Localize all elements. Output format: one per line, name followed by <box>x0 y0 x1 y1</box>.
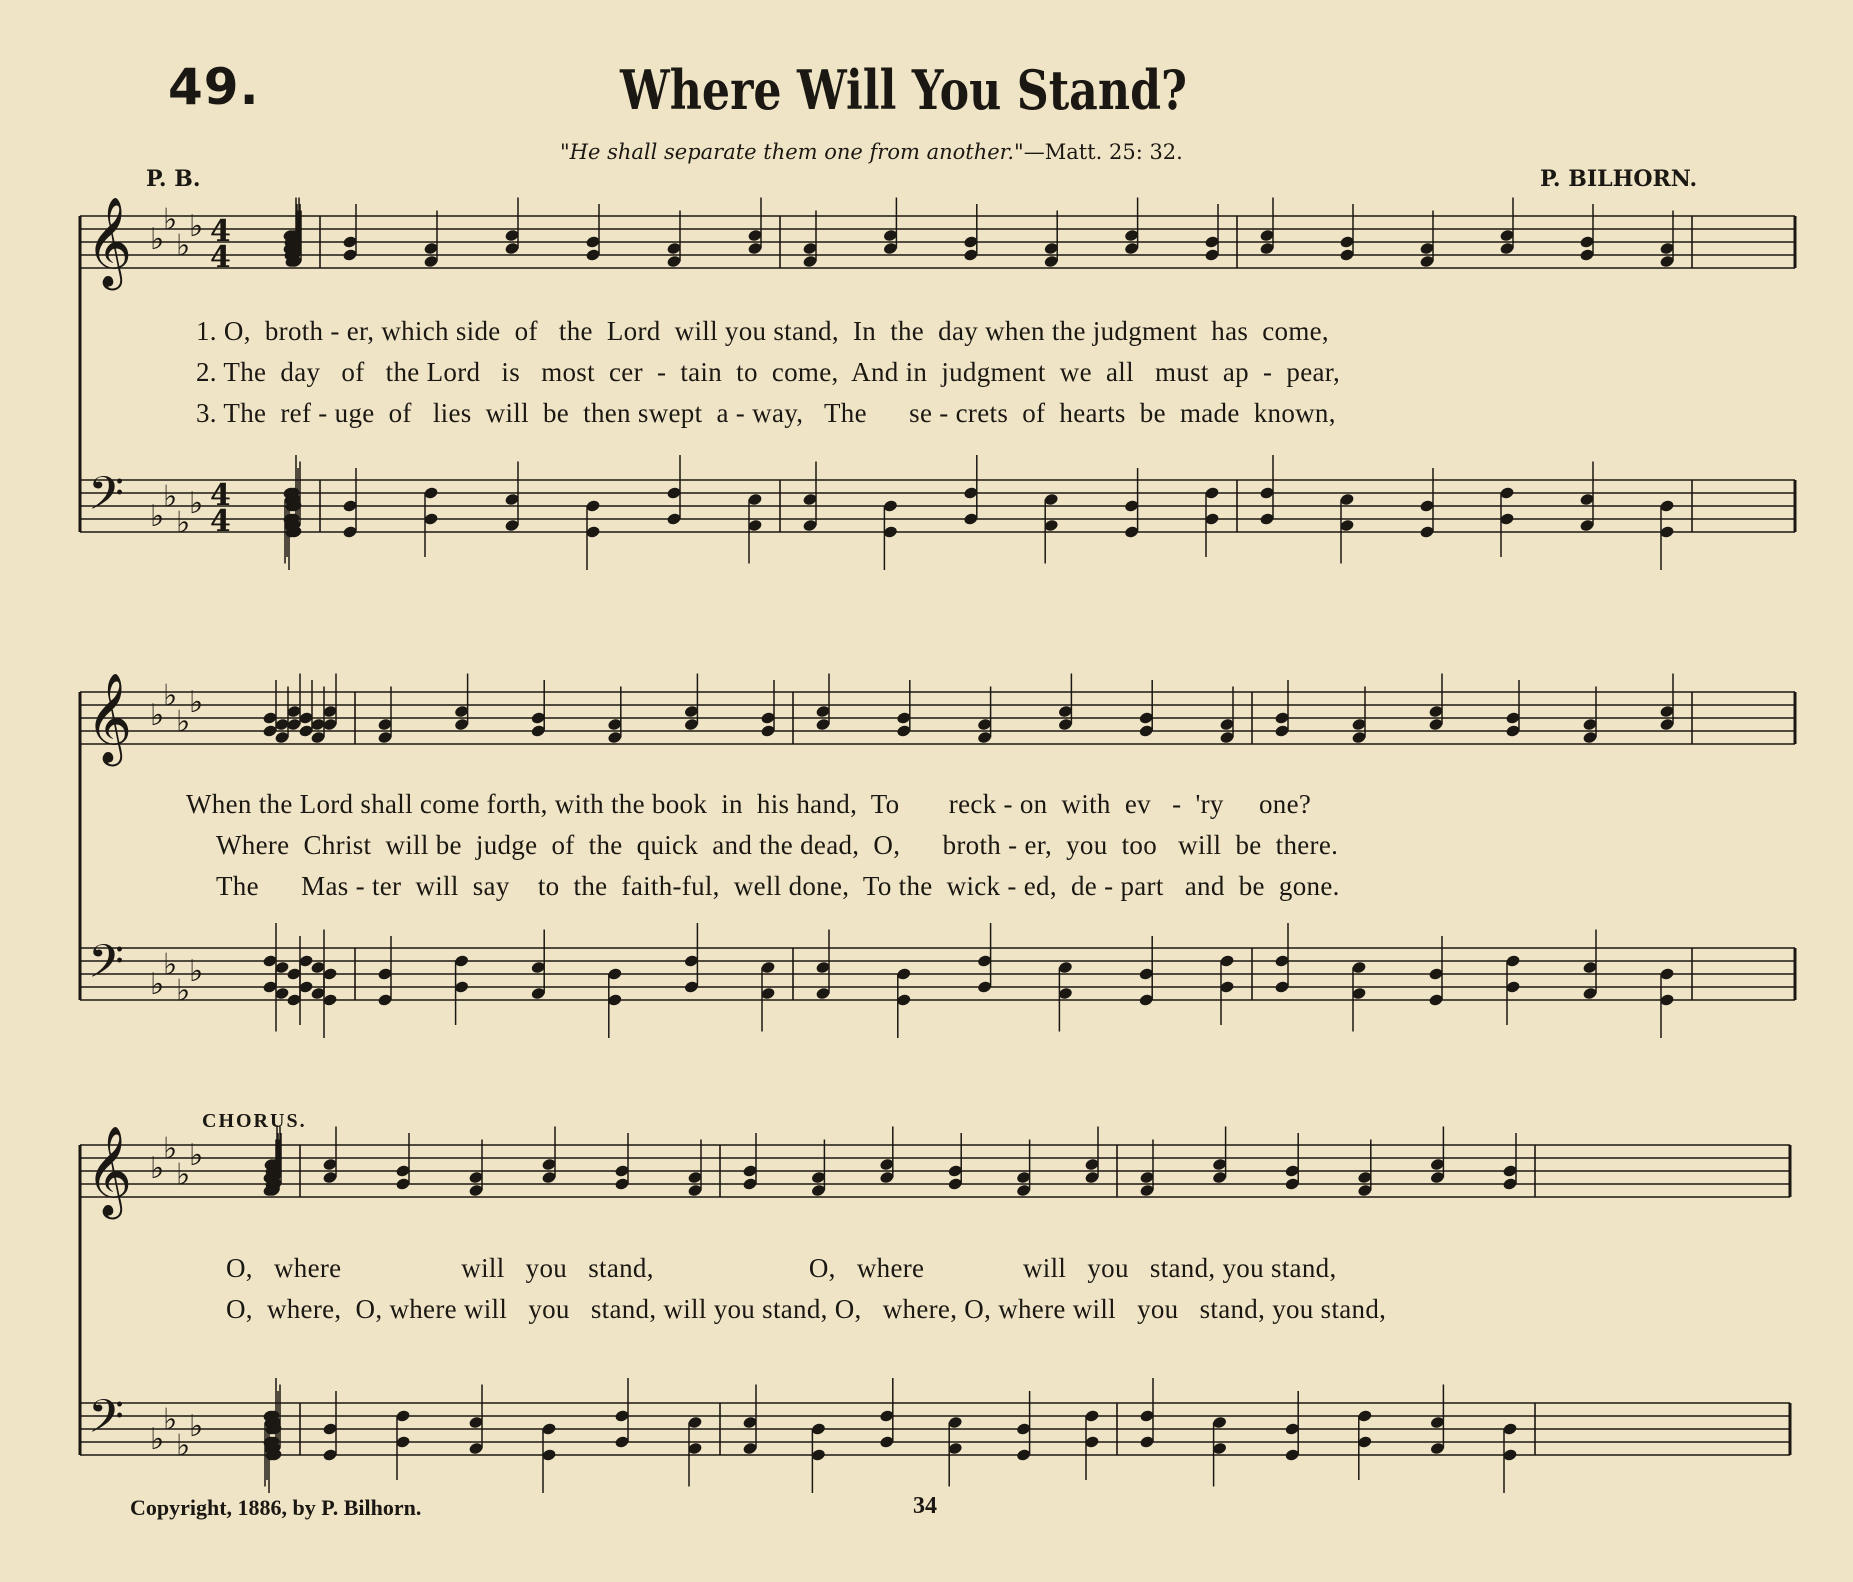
flat-icon: ♭ <box>176 973 191 1009</box>
page-number: 34 <box>913 1493 937 1519</box>
lyric-line-chorus-b: O, where, O, where will you stand, will you stand, O, where, O, where will you stand, you stand, <box>226 1294 1387 1324</box>
flat-icon: ♭ <box>150 1422 165 1457</box>
chorus-label: CHORUS. <box>202 1110 307 1132</box>
flat-icon: ♭ <box>176 704 191 740</box>
flat-icon: ♭ <box>163 479 178 515</box>
flat-icon: ♭ <box>176 228 191 264</box>
time-signature-bottom: 4 <box>210 504 231 539</box>
composer-credit: P. BILHORN. <box>1540 166 1698 192</box>
treble-clef-icon: 𝄞 <box>86 673 133 763</box>
flat-icon: ♭ <box>176 1157 191 1193</box>
bass-clef-icon: 𝄢 <box>88 467 125 532</box>
flat-icon: ♭ <box>163 202 178 238</box>
copyright-notice: Copyright, 1886, by P. Bilhorn. <box>130 1495 422 1520</box>
flat-icon: ♭ <box>189 1138 204 1173</box>
flat-icon: ♭ <box>176 505 191 541</box>
bass-clef-icon: 𝄢 <box>88 935 125 1000</box>
lyric-line-verse1-b: When the Lord shall come forth, with the book in his hand, To reck - on with ev - 'ry one? <box>186 789 1312 819</box>
flat-icon: ♭ <box>163 1402 178 1438</box>
lyric-line-verse3-b: The Mas - ter will say to the faith-ful, well done, To the wick - ed, de - part and be gone. <box>216 871 1340 901</box>
flat-icon: ♭ <box>189 685 204 720</box>
lyricist-credit: P. B. <box>146 166 201 192</box>
flat-icon: ♭ <box>189 486 204 521</box>
flat-icon: ♭ <box>189 209 204 244</box>
flat-icon: ♭ <box>189 954 204 989</box>
flat-icon: ♭ <box>150 698 165 733</box>
hymn-number: 49. <box>168 58 260 116</box>
time-signature-top: 4 <box>210 478 231 513</box>
lyric-line-verse1-a: 1. O, broth - er, which side of the Lord will you stand, In the day when the judgment has come, <box>196 316 1329 346</box>
flat-icon: ♭ <box>176 1428 191 1464</box>
flat-icon: ♭ <box>150 222 165 257</box>
time-signature-top: 4 <box>210 214 231 249</box>
epigraph-quote: "He shall separate them one from another." <box>560 140 1024 164</box>
flat-icon: ♭ <box>163 1131 178 1167</box>
epigraph-reference: —Matt. 25: 32. <box>1023 140 1183 164</box>
lyric-line-verse2-a: 2. The day of the Lord is most cer - tain to come, And in judgment we all must ap - pear, <box>196 357 1341 387</box>
flat-icon: ♭ <box>150 967 165 1002</box>
flat-icon: ♭ <box>150 499 165 534</box>
flat-icon: ♭ <box>189 1409 204 1444</box>
flat-icon: ♭ <box>150 1151 165 1186</box>
flat-icon: ♭ <box>163 947 178 983</box>
lyric-line-chorus-a: O, where will you stand, O, where will you stand, you stand, <box>226 1253 1337 1283</box>
lyric-line-verse3-a: 3. The ref - uge of lies will be then swept a - way, The se - crets of hearts be made known, <box>196 398 1336 428</box>
treble-clef-icon: 𝄞 <box>86 197 133 287</box>
lyric-line-verse2-b: Where Christ will be judge of the quick and the dead, O, broth - er, you too will be there. <box>216 830 1339 860</box>
treble-clef-icon: 𝄞 <box>86 1126 133 1216</box>
time-signature-bottom: 4 <box>210 240 231 275</box>
hymn-title: Where Will You Stand? <box>620 58 1187 122</box>
bass-clef-icon: 𝄢 <box>88 1390 125 1455</box>
flat-icon: ♭ <box>163 678 178 714</box>
